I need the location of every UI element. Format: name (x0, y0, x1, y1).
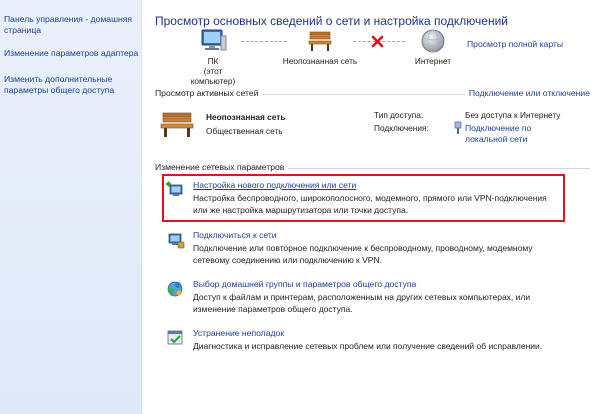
page-title: Просмотр основных сведений о сети и настройка подключений (155, 14, 508, 28)
homegroup-sharing-desc: Доступ к файлам и принтерам, расположенным на других сетевых компьютерах, или изменение параметров общего доступа. (193, 292, 531, 314)
connect-to-network-link[interactable]: Подключиться к сети (193, 230, 277, 240)
new-connection-link[interactable]: Настройка нового подключения или сети (193, 180, 357, 190)
troubleshoot-icon (165, 328, 185, 348)
change-settings-label: Изменение сетевых параметров (155, 162, 288, 172)
sidebar (0, 0, 142, 414)
computer-sublabel: (этот компьютер) (190, 66, 236, 86)
computer-label: ПК (207, 56, 219, 66)
access-type-value: Без доступа к Интернету (465, 110, 561, 120)
sidebar-item-control-panel-home[interactable]: Панель управления - домашняя страница (4, 14, 133, 35)
disconnected-x-icon (371, 35, 384, 48)
active-network-type: Общественная сеть (206, 126, 283, 136)
map-node-computer[interactable] (183, 28, 243, 86)
change-settings-header (155, 162, 590, 174)
active-networks-header (155, 88, 590, 100)
lan-icon (453, 121, 463, 135)
map-node-network[interactable] (275, 28, 365, 66)
homegroup-sharing-link[interactable]: Выбор домашней группы и параметров общего доступа (193, 279, 417, 289)
network-bench-icon (159, 110, 195, 138)
highlight-box (162, 174, 565, 222)
connect-network-icon (165, 230, 185, 250)
task-connect-to-network (165, 230, 565, 270)
connect-disconnect-link[interactable]: Подключение или отключение (465, 88, 590, 98)
network-label: Неопознанная сеть (282, 56, 358, 66)
bench-icon (306, 28, 334, 54)
troubleshoot-desc: Диагностика и исправление сетевых проблем или получение сведений об исправлении. (193, 341, 543, 351)
task-homegroup-sharing (165, 279, 565, 319)
sidebar-item-advanced-sharing-settings[interactable]: Изменить дополнительные параметры общего доступа (4, 74, 115, 95)
network-map (183, 28, 503, 86)
map-node-internet[interactable] (403, 28, 463, 66)
computer-icon (199, 28, 227, 54)
view-full-map-link[interactable]: Просмотр полной карты (467, 39, 564, 49)
access-type-key: Тип доступа: (374, 110, 424, 120)
homegroup-icon (165, 279, 185, 299)
task-troubleshoot (165, 328, 565, 358)
globe-icon (419, 28, 447, 54)
active-network-name: Неопознанная сеть (206, 112, 286, 122)
new-connection-desc: Настройка беспроводного, широкополосного, модемного, прямого или VPN-подключения или же настройка маршрутизатора или точки доступа. (193, 193, 547, 215)
connections-key: Подключения: (374, 123, 429, 133)
connect-to-network-desc: Подключение или повторное подключение к беспроводному, проводному, модемному сетевому соединению или подключению к VPN. (193, 243, 533, 265)
troubleshoot-link[interactable]: Устранение неполадок (193, 328, 285, 338)
sidebar-item-change-adapter-settings[interactable]: Изменение параметров адаптера (4, 48, 139, 58)
local-connection-link[interactable]: Подключение по локальной сети (465, 123, 532, 144)
active-networks-label: Просмотр активных сетей (155, 88, 262, 98)
internet-label: Интернет (414, 56, 452, 66)
